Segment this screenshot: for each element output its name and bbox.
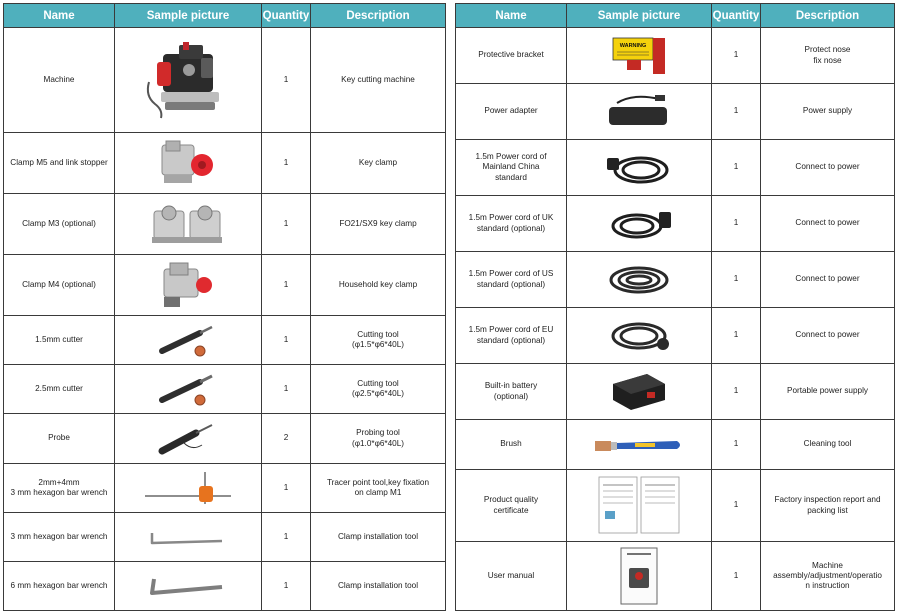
hex-wrench-large-icon — [148, 573, 228, 599]
clamp-m5-icon — [156, 137, 220, 189]
item-name: Brush — [456, 420, 567, 470]
protective-bracket-icon — [609, 34, 669, 78]
item-name: 1.5m Power cord of EU standard (optional) — [456, 308, 567, 364]
item-quantity: 1 — [262, 562, 311, 611]
clamp-m4-icon — [158, 261, 218, 309]
item-description: Connect to power — [761, 252, 895, 308]
item-name: 1.5m Power cord of UK standard (optional) — [456, 196, 567, 252]
sample-picture — [567, 308, 712, 364]
table-row — [4, 365, 446, 414]
sample-picture — [567, 84, 712, 140]
table-row — [4, 255, 446, 316]
cutter-icon — [156, 372, 220, 406]
item-name: Product quality certificate — [456, 470, 567, 542]
item-name: Clamp M5 and link stopper — [4, 133, 115, 194]
header-name: Name — [4, 4, 115, 28]
item-quantity: 1 — [712, 308, 761, 364]
user-manual-icon — [617, 546, 661, 606]
item-quantity: 1 — [712, 542, 761, 611]
header-sample-picture: Sample picture — [567, 4, 712, 28]
sample-picture — [115, 365, 262, 414]
sample-picture — [115, 316, 262, 365]
item-name: Probe — [4, 414, 115, 464]
cutter-icon — [156, 323, 220, 357]
table-row — [4, 133, 446, 194]
table-row — [456, 252, 895, 308]
table-row — [4, 28, 446, 133]
item-quantity: 1 — [712, 252, 761, 308]
table-row — [456, 420, 895, 470]
sample-picture — [115, 562, 262, 611]
item-description: Clamp installation tool — [311, 513, 446, 562]
item-description: Probing tool (φ1.0*φ6*40L) — [311, 414, 446, 464]
item-quantity: 1 — [712, 420, 761, 470]
item-description: Key cutting machine — [311, 28, 446, 133]
item-description: Key clamp — [311, 133, 446, 194]
sample-picture — [567, 252, 712, 308]
item-quantity: 1 — [262, 365, 311, 414]
sample-picture — [567, 28, 712, 84]
item-name: Clamp M4 (optional) — [4, 255, 115, 316]
item-quantity: 1 — [712, 196, 761, 252]
item-description: Connect to power — [761, 308, 895, 364]
item-description: Cutting tool (φ1.5*φ6*40L) — [311, 316, 446, 365]
header-quantity: Quantity — [712, 4, 761, 28]
item-name: Clamp M3 (optional) — [4, 194, 115, 255]
item-name: 2.5mm cutter — [4, 365, 115, 414]
battery-icon — [607, 370, 671, 414]
hex-wrench-icon — [148, 525, 228, 549]
packing-list-table-left — [3, 3, 446, 611]
item-quantity: 1 — [262, 133, 311, 194]
table-row — [456, 140, 895, 196]
brush-icon — [591, 433, 687, 457]
power-cord-icon — [603, 204, 675, 244]
sample-picture — [567, 420, 712, 470]
table-row — [456, 308, 895, 364]
table-row — [456, 364, 895, 420]
table-row — [4, 414, 446, 464]
item-name: Protective bracket — [456, 28, 567, 84]
power-cord-icon — [603, 260, 675, 300]
header-description: Description — [761, 4, 895, 28]
table-row — [456, 542, 895, 611]
warning-sticker-label: WARNING — [619, 42, 647, 49]
item-description: FO21/SX9 key clamp — [311, 194, 446, 255]
item-name: 1.5m Power cord of Mainland China standard — [456, 140, 567, 196]
item-quantity: 1 — [712, 470, 761, 542]
table-row — [4, 464, 446, 513]
item-quantity: 1 — [262, 464, 311, 513]
sample-picture — [567, 140, 712, 196]
table-row — [4, 513, 446, 562]
header-quantity: Quantity — [262, 4, 311, 28]
item-name: 1.5mm cutter — [4, 316, 115, 365]
item-quantity: 1 — [262, 316, 311, 365]
sample-picture — [115, 133, 262, 194]
table-row — [456, 28, 895, 84]
item-description: Power supply — [761, 84, 895, 140]
table-row — [4, 316, 446, 365]
item-quantity: 1 — [262, 28, 311, 133]
sample-picture — [567, 364, 712, 420]
item-name: Built-in battery (optional) — [456, 364, 567, 420]
sample-picture — [567, 470, 712, 542]
item-name: 6 mm hexagon bar wrench — [4, 562, 115, 611]
sample-picture — [115, 414, 262, 464]
item-description: Clamp installation tool — [311, 562, 446, 611]
table-header-row — [456, 4, 895, 28]
item-quantity: 1 — [712, 28, 761, 84]
item-description: Tracer point tool,key fixation on clamp M1 — [311, 464, 446, 513]
table-row — [4, 562, 446, 611]
item-name: Machine — [4, 28, 115, 133]
t-handle-wrench-icon — [141, 468, 235, 508]
item-quantity: 2 — [262, 414, 311, 464]
item-quantity: 1 — [712, 140, 761, 196]
item-description: Connect to power — [761, 140, 895, 196]
item-description: Connect to power — [761, 196, 895, 252]
power-cord-icon — [603, 148, 675, 188]
table-header-row — [4, 4, 446, 28]
item-description: Household key clamp — [311, 255, 446, 316]
table-row — [4, 194, 446, 255]
header-name: Name — [456, 4, 567, 28]
table-row — [456, 84, 895, 140]
item-name: Power adapter — [456, 84, 567, 140]
item-name: 1.5m Power cord of US standard (optional) — [456, 252, 567, 308]
item-description: Portable power supply — [761, 364, 895, 420]
item-quantity: 1 — [712, 364, 761, 420]
item-name: 2mm+4mm 3 mm hexagon bar wrench — [4, 464, 115, 513]
item-description: Protect nose fix nose — [761, 28, 895, 84]
power-cord-icon — [603, 316, 675, 356]
sample-picture — [115, 464, 262, 513]
item-quantity: 1 — [262, 194, 311, 255]
item-quantity: 1 — [262, 513, 311, 562]
table-row — [456, 470, 895, 542]
sample-picture — [115, 513, 262, 562]
item-description: Cleaning tool — [761, 420, 895, 470]
power-adapter-icon — [603, 91, 675, 133]
item-quantity: 1 — [262, 255, 311, 316]
item-name: 3 mm hexagon bar wrench — [4, 513, 115, 562]
header-description: Description — [311, 4, 446, 28]
clamp-m3-icon — [150, 201, 226, 247]
sample-picture — [115, 255, 262, 316]
item-quantity: 1 — [712, 84, 761, 140]
probe-icon — [156, 421, 220, 457]
key-cutting-machine-icon — [143, 40, 233, 120]
sample-picture — [567, 542, 712, 611]
sample-picture — [567, 196, 712, 252]
item-description: Cutting tool (φ2.5*φ6*40L) — [311, 365, 446, 414]
packing-list-table-right — [455, 3, 895, 611]
table-row — [456, 196, 895, 252]
header-sample-picture: Sample picture — [115, 4, 262, 28]
item-description: Factory inspection report and packing list — [761, 470, 895, 542]
sample-picture — [115, 194, 262, 255]
item-description: Machine assembly/adjustment/operatio n instruction — [761, 542, 895, 611]
item-name: User manual — [456, 542, 567, 611]
sample-picture — [115, 28, 262, 133]
certificate-icon — [597, 475, 681, 537]
